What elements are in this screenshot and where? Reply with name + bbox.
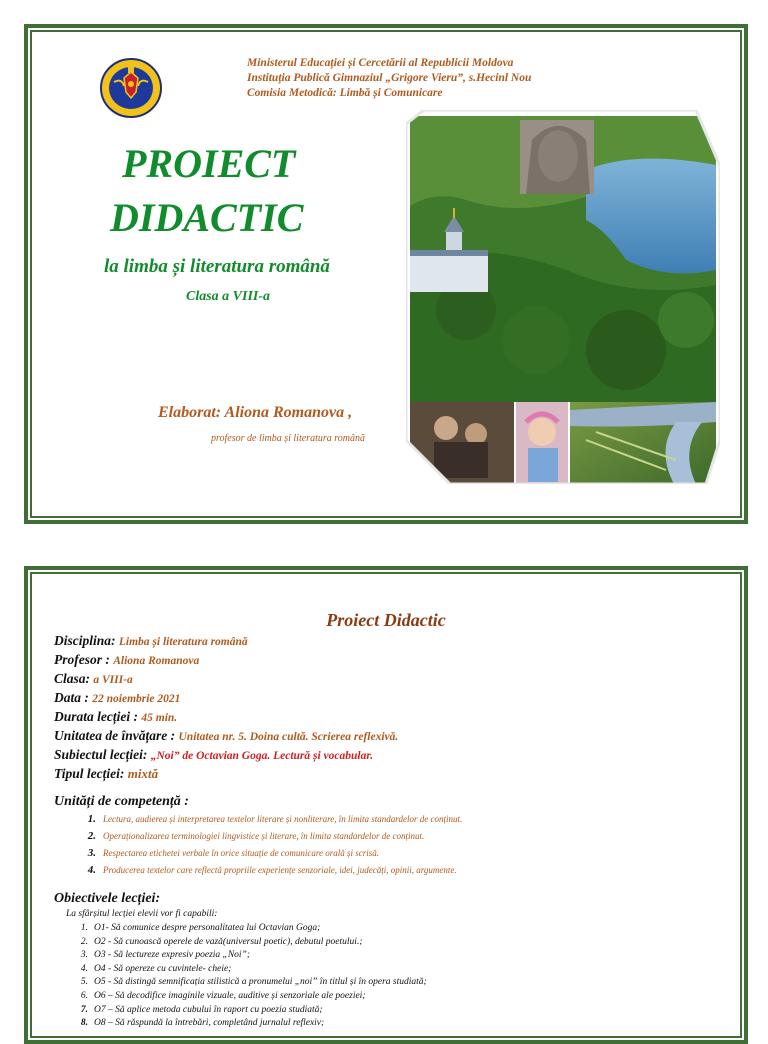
field-value: „Noi” de Octavian Goga. Lectură și vocabular. bbox=[150, 750, 374, 762]
list-number: 3. bbox=[87, 847, 96, 859]
commission-line: Comisia Metodică: Limbă și Comunicare bbox=[247, 87, 443, 99]
lesson-plan-page bbox=[24, 566, 748, 1044]
institution-line: Instituția Publică Gimnaziul „Grigore Vieru”, s.Hecinl Nou bbox=[247, 72, 532, 84]
cover-class-label: Clasa a VIII-a bbox=[186, 289, 271, 304]
list-text: O1- Să comunice despre personalitatea lui Octavian Goga; bbox=[94, 923, 321, 933]
field-label: Data : bbox=[54, 690, 89, 705]
list-number: 6. bbox=[80, 990, 88, 1001]
field-label: Tipul lecției: bbox=[54, 766, 125, 781]
list-text: O4 - Să opereze cu cuvintele- cheie; bbox=[94, 963, 232, 974]
list-number: 8. bbox=[80, 1018, 88, 1029]
cover-author: Elaborat: Aliona Romanova , bbox=[158, 404, 353, 421]
field-label: Unitatea de învățare : bbox=[54, 728, 176, 743]
field-teacher bbox=[54, 651, 398, 670]
field-value: Aliona Romanova bbox=[113, 655, 200, 667]
list-number: 7. bbox=[80, 1004, 88, 1015]
cover-subtitle: la limba și literatura română bbox=[104, 256, 330, 277]
field-value: Unitatea nr. 5. Doina cultă. Scrierea reflexivă. bbox=[178, 731, 399, 743]
cover-title-line2: DIDACTIC bbox=[110, 195, 304, 240]
list-item bbox=[54, 922, 427, 936]
list-item bbox=[54, 862, 462, 879]
list-item bbox=[54, 828, 462, 845]
cover-author-role: profesor de limba și literatura română bbox=[211, 433, 365, 444]
list-text: Producerea textelor care reflectă propriile experiențe senzoriale, idei, judecăți, opinii, argumente. bbox=[103, 865, 457, 875]
lesson-plan-title: Proiect Didactic bbox=[326, 610, 446, 630]
field-label: Durata lecției : bbox=[54, 709, 138, 724]
list-text: O7 – Să aplice metoda cubului în raport cu poezia studiată; bbox=[94, 1004, 323, 1015]
list-number: 1. bbox=[87, 813, 96, 825]
field-date bbox=[54, 689, 398, 708]
competence-title: Unități de competență : bbox=[54, 794, 189, 809]
list-item bbox=[54, 976, 427, 990]
list-number: 5. bbox=[80, 977, 88, 988]
list-item bbox=[54, 1004, 427, 1018]
field-label: Disciplina: bbox=[54, 633, 116, 648]
list-number: 1. bbox=[80, 923, 88, 933]
list-text: O5 - Să distingă semnificația stilistică a pronumelui „noi” în titlul și în opera studiată; bbox=[94, 977, 427, 988]
lesson-fields bbox=[54, 632, 398, 783]
cover-photo-collage bbox=[406, 110, 720, 484]
field-value: a VIII-a bbox=[93, 674, 133, 686]
list-number: 2. bbox=[80, 936, 88, 947]
field-value: Limba și literatura română bbox=[118, 636, 248, 648]
list-item bbox=[54, 990, 427, 1004]
field-class bbox=[54, 670, 398, 689]
list-item bbox=[54, 811, 462, 828]
list-number: 4. bbox=[80, 963, 88, 974]
state-emblem-icon bbox=[100, 58, 162, 123]
field-subject bbox=[54, 746, 398, 765]
field-duration bbox=[54, 708, 398, 727]
ministry-line: Ministerul Educației și Cercetării al Republicii Moldova bbox=[247, 57, 514, 69]
list-text: O6 – Să decodifice imaginile vizuale, auditive și senzoriale ale poeziei; bbox=[94, 990, 366, 1001]
field-learning-unit bbox=[54, 727, 398, 746]
list-item bbox=[54, 949, 427, 963]
list-item bbox=[54, 845, 462, 862]
competence-list bbox=[54, 811, 462, 879]
list-text: Respectarea etichetei verbale în orice situație de comunicare orală și scrisă. bbox=[103, 848, 380, 858]
list-item bbox=[54, 963, 427, 977]
list-text: Lectura, audierea și interpretarea textelor literare și nonliterare, în limita standardelor de conținut. bbox=[103, 814, 463, 824]
list-number: 3. bbox=[80, 950, 88, 961]
field-label: Subiectul lecției: bbox=[54, 747, 148, 762]
field-value: 45 min. bbox=[141, 712, 178, 724]
objectives-list bbox=[54, 922, 427, 1031]
field-lesson-type bbox=[54, 765, 398, 783]
field-label: Profesor : bbox=[54, 652, 110, 667]
list-item bbox=[54, 936, 427, 950]
field-value: 22 noiembrie 2021 bbox=[92, 693, 181, 705]
list-number: 4. bbox=[87, 864, 96, 876]
field-value: mixtă bbox=[127, 766, 159, 781]
field-discipline bbox=[54, 632, 398, 651]
field-label: Clasa: bbox=[54, 671, 91, 686]
cover-page bbox=[24, 24, 748, 524]
list-text: O8 – Să răspundă la întrebări, completând jurnalul reflexiv; bbox=[94, 1018, 325, 1029]
list-text: O3 - Să lectureze expresiv poezia „Noi”; bbox=[94, 950, 251, 961]
list-text: O2 - Să cunoască operele de vază(universul poetic), debutul poetului.; bbox=[94, 936, 363, 947]
objectives-intro: La sfârșitul lecției elevii vor fi capabili: bbox=[66, 909, 218, 919]
list-text: Operaționalizarea terminologiei lingvistice și literare, în limita standardelor de conținut. bbox=[103, 831, 425, 841]
list-number: 2. bbox=[87, 830, 96, 842]
cover-title-line1: PROIECT bbox=[122, 141, 296, 186]
objectives-title: Obiectivele lecției: bbox=[54, 891, 161, 906]
